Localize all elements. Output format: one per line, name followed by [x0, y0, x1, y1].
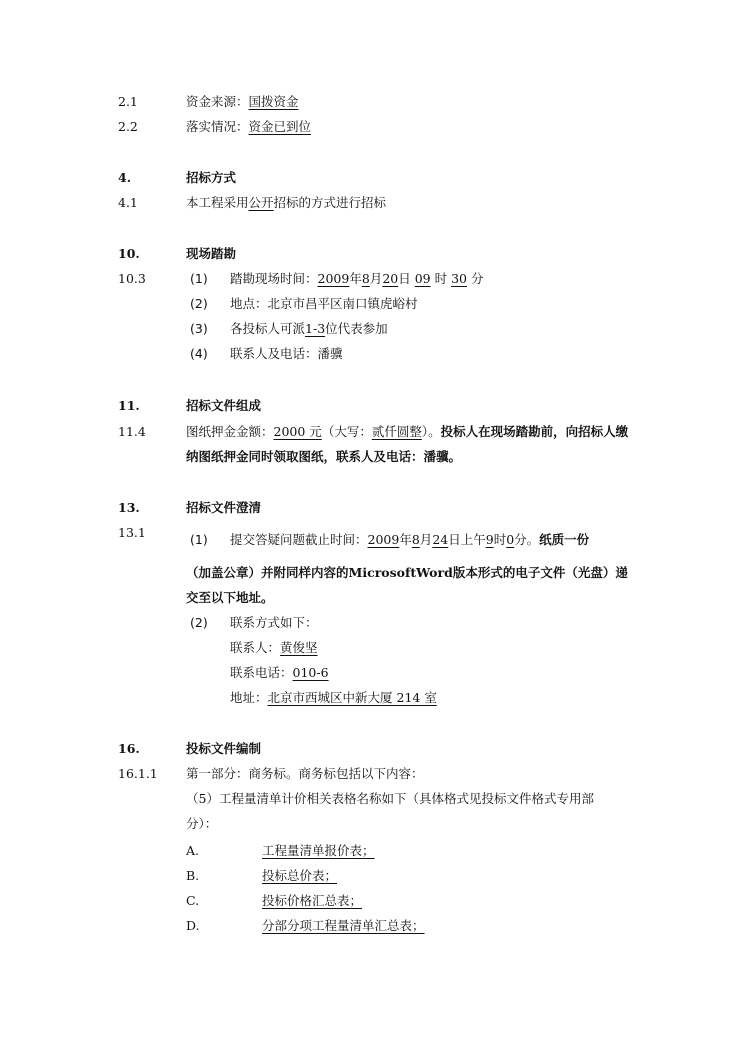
section-title: 现场踏勘	[186, 246, 237, 261]
funding-source-value: 国拨资金	[248, 94, 299, 109]
deposit-amount: 2000 元	[273, 424, 322, 439]
implementation-status-value: 资金已到位	[248, 119, 312, 134]
list-text: 分部分项工程量清单汇总表；	[262, 918, 425, 933]
label: 地址：	[230, 690, 268, 705]
contact-phone-value: 010-6	[292, 665, 329, 680]
bidding-method-value: 公开	[248, 195, 274, 210]
minute-value: 0	[506, 532, 515, 547]
bold-text: 纸质一份	[539, 532, 590, 547]
deposit-amount-cn: 贰仟圆整	[371, 424, 422, 439]
section-title: 招标文件组成	[186, 398, 262, 413]
bold-text: （加盖公章）并附同样内容的MicrosoftWord版本形式的电子文件（光盘）递	[186, 565, 628, 580]
section-number: 11.4	[118, 424, 146, 439]
contact-address-line	[230, 690, 437, 706]
bold-text: 投标人在现场踏勘前，向招标人缴	[440, 424, 629, 439]
text: 年	[349, 271, 362, 286]
minute-value: 30	[451, 271, 468, 286]
label: 落实情况：	[186, 119, 249, 134]
text: 月	[369, 271, 383, 286]
text: 招标的方式进行招标	[273, 195, 387, 210]
list-text: 投标价格汇总表；	[262, 893, 363, 908]
hour-value: 9	[485, 532, 494, 547]
text: 位代表参加	[325, 321, 388, 336]
year-value: 2009	[367, 532, 400, 547]
question-deadline	[230, 532, 589, 548]
item-marker: (1)	[190, 532, 208, 547]
section-number: 4.	[118, 170, 132, 185]
list-letter: B.	[186, 868, 200, 883]
text: 分	[471, 271, 484, 286]
contact-person-line	[230, 640, 318, 656]
section-number: 10.	[118, 246, 140, 261]
label: 联系人：	[230, 640, 281, 655]
text: ）。	[421, 424, 441, 439]
bidding-method	[186, 195, 386, 211]
representatives-value: 1-3	[305, 321, 326, 336]
funding-source	[186, 94, 299, 110]
text: 日上午	[448, 532, 486, 547]
label: 资金来源：	[186, 94, 249, 109]
text: 图纸押金金额：	[186, 424, 274, 439]
month-value: 8	[411, 532, 420, 547]
site-location: 地点：北京市昌平区南口镇虎峪村	[230, 296, 418, 311]
month-value: 8	[361, 271, 370, 286]
section-number: 10.3	[118, 271, 146, 286]
label: 提交答疑问题截止时间：	[230, 532, 368, 547]
day-value: 20	[382, 271, 399, 286]
contact-info: 联系人及电话：潘骥	[230, 346, 343, 361]
table-names-intro-end: 分）：	[186, 816, 218, 831]
contact-person-value: 黄俊坚	[280, 640, 318, 655]
list-text: 投标总价表；	[262, 868, 338, 883]
section-number: 2.1	[118, 94, 138, 109]
item-marker: (2)	[190, 615, 208, 630]
list-letter: A.	[186, 843, 200, 858]
item-marker: (3)	[190, 321, 208, 336]
table-names-intro: （5）工程量清单计价相关表格名称如下（具体格式见投标文件格式专用部	[186, 791, 594, 806]
year-value: 2009	[317, 271, 350, 286]
text: 月	[419, 532, 433, 547]
list-text: 工程量清单报价表；	[262, 843, 375, 858]
contact-method: 联系方式如下：	[230, 615, 318, 630]
bold-text: 交至以下地址。	[186, 590, 274, 605]
commercial-bid-intro: 第一部分：商务标。商务标包括以下内容：	[186, 766, 424, 781]
section-number: 16.	[118, 741, 140, 756]
text: 时	[434, 271, 448, 286]
item-marker: (2)	[190, 296, 208, 311]
label: 踏勘现场时间：	[230, 271, 318, 286]
item-marker: (4)	[190, 346, 208, 361]
text: （大写：	[321, 424, 372, 439]
item-marker: (1)	[190, 271, 208, 286]
section-title: 投标文件编制	[186, 741, 262, 756]
deposit-line-1	[186, 424, 628, 440]
hour-value: 09	[414, 271, 431, 286]
representatives	[230, 321, 388, 337]
bold-text: 纳图纸押金同时领取图纸，联系人及电话：潘骥。	[186, 449, 462, 464]
section-number: 13.	[118, 500, 140, 515]
text: 年	[399, 532, 412, 547]
text: 各投标人可派	[230, 321, 306, 336]
text: 分。	[514, 532, 540, 547]
contact-phone-line	[230, 665, 329, 681]
section-number: 4.1	[118, 195, 138, 210]
text: 时	[493, 532, 507, 547]
section-number: 2.2	[118, 119, 138, 134]
section-number: 11.	[118, 398, 140, 413]
text: 本工程采用	[186, 195, 249, 210]
label: 联系电话：	[230, 665, 293, 680]
implementation-status	[186, 119, 311, 135]
day-value: 24	[432, 532, 449, 547]
section-title: 招标方式	[186, 170, 237, 185]
text: 日	[398, 271, 411, 286]
site-visit-time	[230, 271, 484, 287]
section-title: 招标文件澄清	[186, 500, 262, 515]
contact-address-value: 北京市西城区中新大厦 214 室	[267, 690, 437, 705]
list-letter: C.	[186, 893, 200, 908]
section-number: 13.1	[118, 525, 146, 540]
section-number: 16.1.1	[118, 766, 158, 781]
list-letter: D.	[186, 918, 200, 933]
